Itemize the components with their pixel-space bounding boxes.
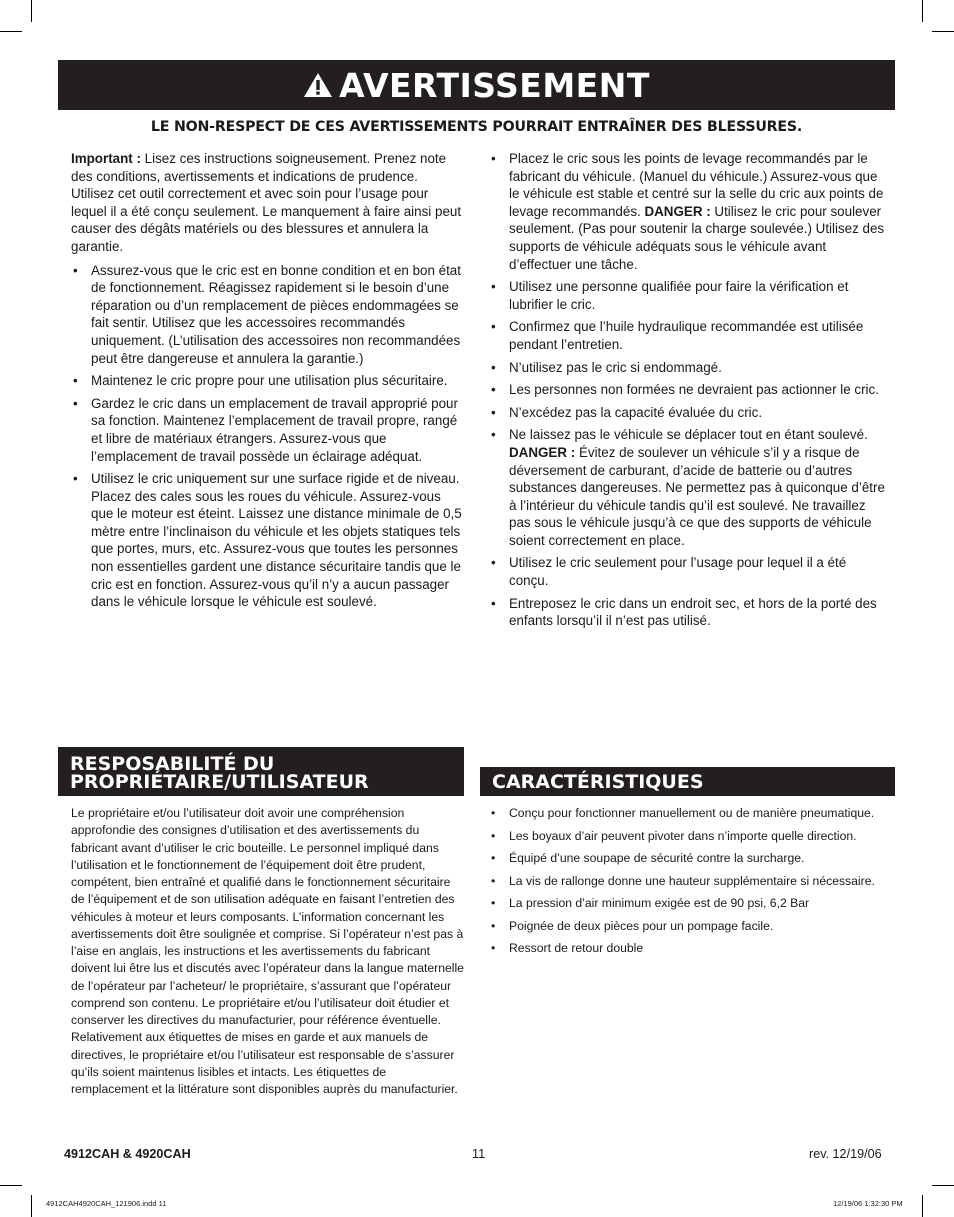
list-item: • Utilisez le cric uniquement sur une surface rigide et de niveau. Placez des cales sous les roues du véhicule. Assurez-vous que le moteur est éteint. Laissez une distance minimale de 0,5 mètre entre l’inclinaison du véhicule et les objets statiques tels que portes, murs, etc. Assurez-vous que toutes les personnes non essentielles gardent une distance sécuritaire tandis que le cric est en fonction. Assurez-vous qu’il n’y a aucun passager dans le véhicule lorsque le véhicule est soulevé. [71, 470, 464, 611]
danger-label: DANGER : [644, 203, 711, 219]
crop-mark [31, 1195, 32, 1217]
danger-label: DANGER : [509, 444, 576, 460]
warning-triangle-icon [303, 72, 333, 98]
list-item: • Maintenez le cric propre pour une utilisation plus sécuritaire. [71, 372, 464, 390]
features-list [489, 805, 889, 963]
crop-mark [0, 31, 22, 32]
file-slug: 4912CAH4920CAH_121906.indd 11 [46, 1199, 167, 1208]
footer-model: 4912CAH & 4920CAH [64, 1147, 191, 1161]
list-item: • Entreposez le cric dans un endroit sec, et hors de la porté des enfants lorsqu’il il n’est pas utilisé. [489, 595, 887, 630]
list-item [489, 426, 887, 549]
list-item: • Gardez le cric dans un emplacement de travail approprié pour sa fonction. Maintenez l’emplacement de travail propre, rangé et libre de matériaux étrangers. Assurez-vous que l’emplacement de travail possède un éclairage adéquat. [71, 395, 464, 465]
warning-banner [58, 60, 895, 110]
heading-line: PROPRIÉTAIRE/UTILISATEUR [70, 771, 369, 793]
heading-line: CARACTÉRISTIQUES [492, 771, 704, 793]
list-item [489, 150, 887, 273]
crop-mark [932, 1185, 954, 1186]
footer-revision: rev. 12/19/06 [809, 1147, 882, 1161]
list-item: • Ressort de retour double [489, 940, 889, 958]
list-item: • Utilisez une personne qualifiée pour faire la vérification et lubrifier le cric. [489, 278, 887, 313]
crop-mark [932, 31, 954, 32]
list-item: • Les personnes non formées ne devraient pas actionner le cric. [489, 381, 887, 399]
crop-mark [922, 1195, 923, 1217]
list-item-text: Évitez de soulever un véhicule s’il y a risque de déversement de carburant, d’acide de batterie ou d’autres substances dangereuses. Ne permettez pas à quiconque d’être à l’intérieur du véhicule tandis qu’il est soulevé. Ne travaillez pas sous le véhicule jusqu’à ce que des supports de véhicule soient correctement en place. [509, 444, 885, 548]
right-warning-list [489, 150, 887, 630]
page-number: 11 [472, 1147, 486, 1161]
date-slug: 12/19/06 1:32:30 PM [833, 1199, 903, 1208]
left-warning-column [71, 150, 464, 616]
intro-label: Important : [71, 151, 141, 166]
list-item-text: Placez le cric sous les points de levage recommandés par le fabricant du véhicule. (Manuel du véhicule.) Assurez-vous que le véhicule est stable et centré sur la selle du cric aux points de levage recommandés. [509, 151, 884, 219]
list-item: • Confirmez que l’huile hydraulique recommandée est utilisée pendant l’entretien. [489, 318, 887, 353]
intro-paragraph [71, 150, 464, 256]
list-item: • N’utilisez pas le cric si endommagé. [489, 359, 887, 377]
list-item: • Assurez-vous que le cric est en bonne condition et en bon état de fonctionnement. Réagissez rapidement si le besoin d’une réparation ou d’un remplacement de pièces endommagées se fait sentir. Utilisez que les accessoires recommandés uniquement. (L’utilisation des accessoires non recommandées peut être dangereuse et annulera la garantie.) [71, 262, 464, 368]
heading-line: RESPOSABILITÉ DU [70, 753, 275, 775]
list-item-text: Utilisez le cric pour soulever seulement. (Pas pour soutenir la charge soulevée.) Utilisez des supports de véhicule adéquats sous le véhicule avant d’effectuer une tâche. [509, 203, 885, 272]
list-item: • Utilisez le cric seulement pour l’usage pour lequel il a été conçu. [489, 554, 887, 589]
right-warning-column [489, 150, 887, 635]
left-warning-list [71, 262, 464, 611]
crop-mark [922, 0, 923, 22]
list-item: • Équipé d’une soupape de sécurité contre la surcharge. [489, 850, 889, 868]
list-item: • Les boyaux d’air peuvent pivoter dans n’importe quelle direction. [489, 828, 889, 846]
features-heading [480, 767, 895, 796]
warning-subtitle: LE NON-RESPECT DE CES AVERTISSEMENTS POURRAIT ENTRAÎNER DES BLESSURES. [150, 119, 803, 135]
list-item: • La pression d’air minimum exigée est de 90 psi, 6,2 Bar [489, 895, 889, 913]
list-item: • Conçu pour fonctionner manuellement ou de manière pneumatique. [489, 805, 889, 823]
owner-responsibility-heading [58, 747, 464, 796]
crop-mark [0, 1185, 22, 1186]
list-item: • Poignée de deux pièces pour un pompage facile. [489, 918, 889, 936]
banner-title: AVERTISSEMENT [339, 65, 650, 105]
crop-mark [31, 0, 32, 22]
list-item: • N’excédez pas la capacité évaluée du cric. [489, 404, 887, 422]
list-item: • La vis de rallonge donne une hauteur supplémentaire si nécessaire. [489, 873, 889, 891]
intro-text: Lisez ces instructions soigneusement. Prenez note des conditions, avertissements et indications de prudence. Utilisez cet outil correctement et avec soin pour l’usage pour lequel il a été conçu seulement. Le manquement à faire ainsi peut causer des dégâts matériels ou des blessures et annulera la garantie. [71, 151, 462, 254]
list-item-text: Ne laissez pas le véhicule se déplacer tout en étant soulevé. [509, 427, 868, 443]
owner-responsibility-text: Le propriétaire et/ou l’utilisateur doit avoir une compréhension approfondie des consignes d’utilisation et des avertissements du fabricant avant d’utiliser le cric bouteille. Le personnel impliqué dans l’utilisation et le fonctionnement de l’équipement doit être prudent, compétent, bien entraîné et qualifié dans le fonctionnement sécuritaire de l’équipement et de son utilisation adéquate en faisant l’entretien des véhicules à moteur et leurs composants. L’information concernant les avertissements doit être soulignée et comprise. Si l’opérateur n’est pas à l’aise en anglais, les instructions et les avertissements du fabricant doivent lui être lus et discutés avec l’opérateur dans la langue maternelle de l’opérateur par l’acheteur/ le propriétaire, s’assurant que l’opérateur comprend son contenu. Le propriétaire et/ou l’utilisateur doit étudier et conserver les directives du manufacturier, pour référence éventuelle. Relativement aux étiquettes de mises en garde et aux manuels de directives, le propriétaire et/ou l’utilisateur est responsable de s’assurer qu’ils soient maintenus lisibles et intacts. Les étiquettes de remplacement et la littérature sont disponibles auprès du manufacturier. [71, 806, 464, 1096]
